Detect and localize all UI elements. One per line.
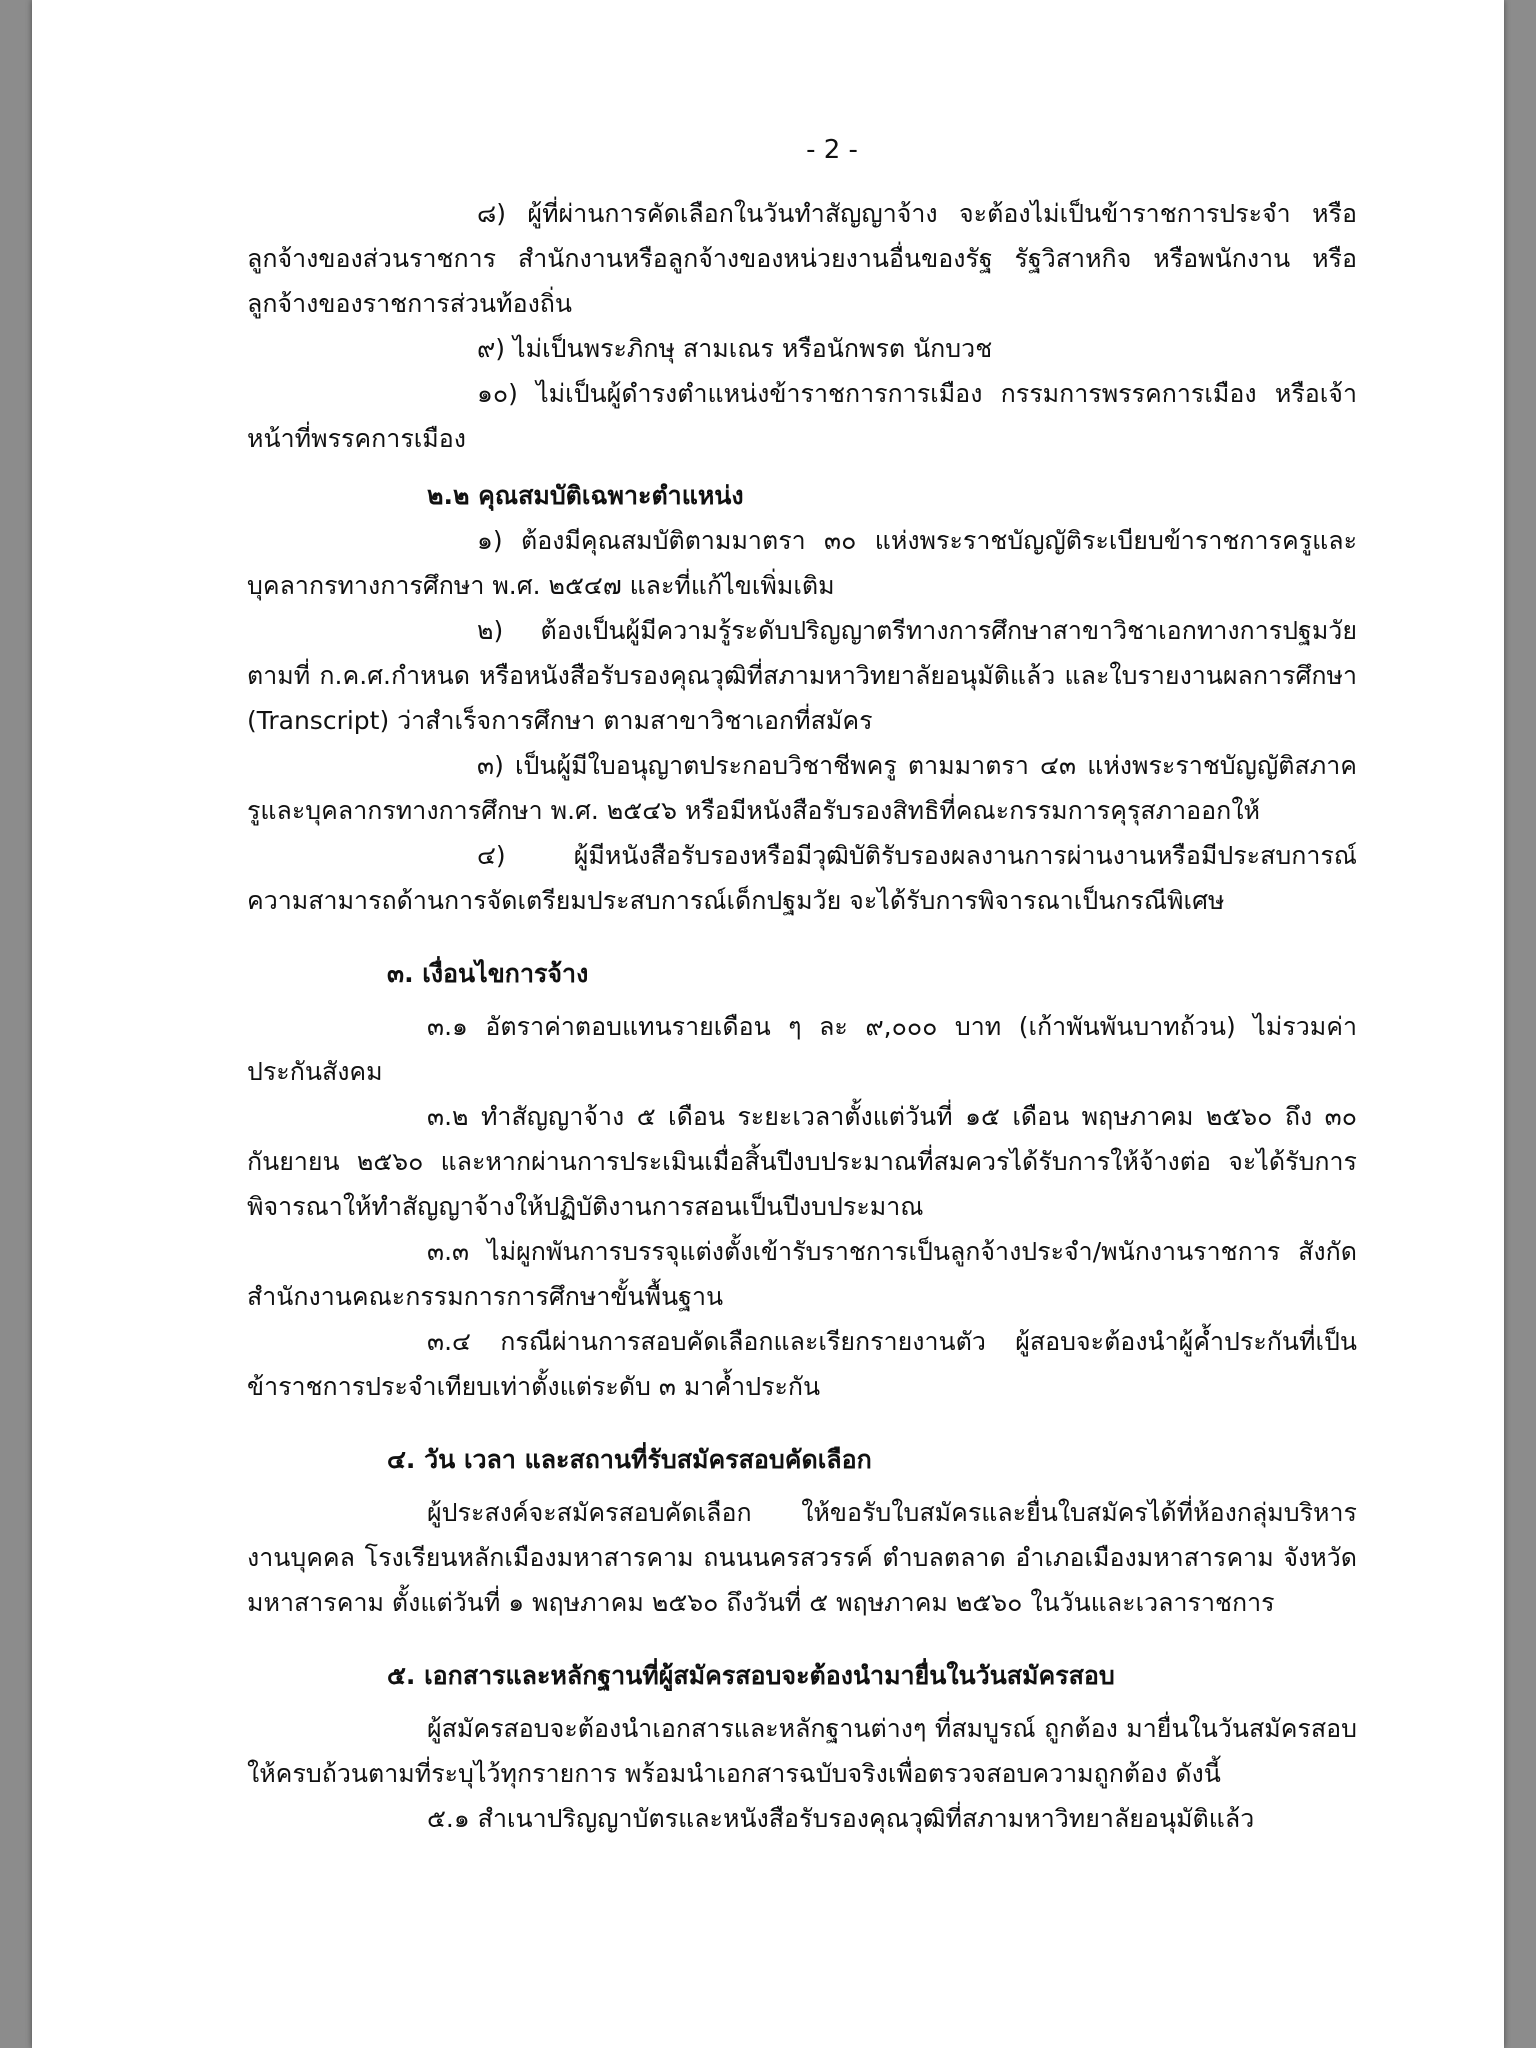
section-heading: ๕. เอกสารและหลักฐานที่ผู้สมัครสอบจะต้องนำมายื่นในวันสมัครสอบ [387,1661,1115,1690]
section-heading: ๒.๒ คุณสมบัติเฉพาะตำแหน่ง [427,481,744,510]
paragraph: ผู้สมัครสอบจะต้องนำเอกสารและหลักฐานต่างๆ ที่สมบูรณ์ ถูกต้อง มายื่นในวันสมัครสอบให้ครบถ้วนตามที่ระบุไว้ทุกรายการ พร้อมนำเอกสารฉบับจริงเพื่อตรวจสอบความถูกต้อง ดังนี้ [247,1714,1357,1788]
paragraph: ๓.๒ ทำสัญญาจ้าง ๕ เดือน ระยะเวลาตั้งแต่วันที่ ๑๕ เดือน พฤษภาคม ๒๕๖๐ ถึง ๓๐ กันยายน ๒๕๖๐ และหากผ่านการประเมินเมื่อสิ้นปีงบประมาณที่สมควรได้รับการให้จ้างต่อ จะได้รับการพิจารณาให้ทำสัญญาจ้างให้ปฏิบัติงานการสอนเป็นปีงบประมาณ [247,1102,1357,1221]
page-number: - 2 - [806,135,858,165]
paragraph: ผู้ประสงค์จะสมัครสอบคัดเลือก ให้ขอรับใบสมัครและยื่นใบสมัครได้ที่ห้องกลุ่มบริหารงานบุคคล โรงเรียนหลักเมืองมหาสารคาม ถนนนครสวรรค์ ตำบลตลาด อำเภอเมืองมหาสารคาม จังหวัดมหาสารคาม ตั้งแต่วันที่ ๑ พฤษภาคม ๒๕๖๐ ถึงวันที่ ๕ พฤษภาคม ๒๕๖๐ ในวันและเวลาราชการ [247,1498,1357,1617]
paragraph: ๓.๔ กรณีผ่านการสอบคัดเลือกและเรียกรายงานตัว ผู้สอบจะต้องนำผู้ค้ำประกันที่เป็นข้าราชการประจำเทียบเท่าตั้งแต่ระดับ ๓ มาค้ำประกัน [247,1327,1357,1401]
document-content [247,128,1357,1841]
paragraph: ๘) ผู้ที่ผ่านการคัดเลือกในวันทำสัญญาจ้าง จะต้องไม่เป็นข้าราชการประจำ หรือลูกจ้างของส่วนราชการ สำนักงานหรือลูกจ้างของหน่วยงานอื่นของรัฐ รัฐวิสาหกิจ หรือพนักงาน หรือลูกจ้างของราชการส่วนท้องถิ่น [247,199,1357,318]
paragraph: ๑) ต้องมีคุณสมบัติตามมาตรา ๓๐ แห่งพระราชบัญญัติระเบียบข้าราชการครูและบุคลากรทางการศึกษา พ.ศ. ๒๕๔๗ และที่แก้ไขเพิ่มเติม [247,526,1357,600]
document-page [32,0,1504,2048]
paragraph: ๕.๑ สำเนาปริญญาบัตรและหนังสือรับรองคุณวุฒิที่สภามหาวิทยาลัยอนุมัติแล้ว [427,1804,1255,1833]
paragraph: ๓.๑ อัตราค่าตอบแทนรายเดือน ๆ ละ ๙,๐๐๐ บาท (เก้าพันพันบาทถ้วน) ไม่รวมค่าประกันสังคม [247,1012,1357,1086]
paragraph: ๓) เป็นผู้มีใบอนุญาตประกอบวิชาชีพครู ตามมาตรา ๔๓ แห่งพระราชบัญญัติสภาครูและบุคลากรทางการศึกษา พ.ศ. ๒๕๔๖ หรือมีหนังสือรับรองสิทธิที่คณะกรรมการคุรุสภาออกให้ [247,751,1357,825]
section-heading: ๔. วัน เวลา และสถานที่รับสมัครสอบคัดเลือก [387,1445,872,1474]
paragraph: ๓.๓ ไม่ผูกพันการบรรจุแต่งตั้งเข้ารับราชการเป็นลูกจ้างประจำ/พนักงานราชการ สังกัดสำนักงานคณะกรรมการการศึกษาขั้นพื้นฐาน [247,1237,1357,1311]
paragraph: ๔) ผู้มีหนังสือรับรองหรือมีวุฒิบัติรับรองผลงานการผ่านงานหรือมีประสบการณ์ความสามารถด้านการจัดเตรียมประสบการณ์เด็กปฐมวัย จะได้รับการพิจารณาเป็นกรณีพิเศษ [247,841,1357,915]
paragraph: ๙) ไม่เป็นพระภิกษุ สามเณร หรือนักพรต นักบวช [477,334,993,363]
document-body [247,191,1357,1841]
paragraph: ๑๐) ไม่เป็นผู้ดำรงตำแหน่งข้าราชการการเมือง กรรมการพรรคการเมือง หรือเจ้าหน้าที่พรรคการเมือง [247,379,1357,453]
section-heading: ๓. เงื่อนไขการจ้าง [387,959,589,988]
paragraph: ๒) ต้องเป็นผู้มีความรู้ระดับปริญญาตรีทางการศึกษาสาขาวิชาเอกทางการปฐมวัย ตามที่ ก.ค.ศ.กำหนด หรือหนังสือรับรองคุณวุฒิที่สภามหาวิทยาลัยอนุมัติแล้ว และใบรายงานผลการศึกษา (Transcript) ว่าสำเร็จการศึกษา ตามสาขาวิชาเอกที่สมัคร [247,616,1357,735]
